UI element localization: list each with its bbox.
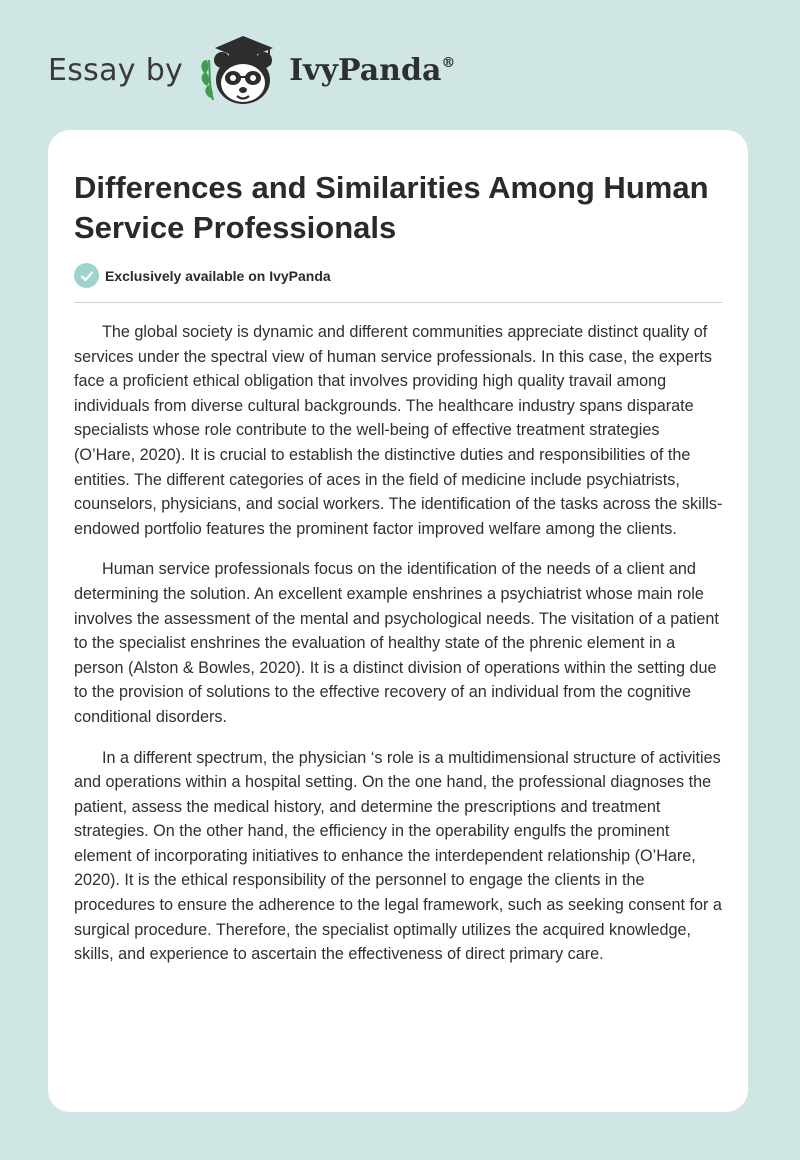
brand-name[interactable]: IvyPanda®	[289, 52, 456, 88]
essay-body	[74, 320, 724, 983]
paragraph: In a different spectrum, the physician ‘s role is a multidimensional structure of activities and operations within a hospital setting. On the one hand, the professional diagnoses the patient, assess the medical history, and determine the prescriptions and treatment strategies. On the other hand, the efficiency in the operability engulfs the prominent element of incorporating initiatives to enhance the interdependent relationship (O’Hare, 2020). It is the ethical responsibility of the personnel to engage the clients in the procedures to ensure the adherence to the legal framework, such as seeking consent for a surgical procedure. Therefore, the specialist optimally utilizes the acquired knowledge, skills, and experience to ascertain the effectiveness of direct primary care.	[74, 748, 722, 964]
divider	[74, 302, 722, 303]
essay-by-label: Essay by	[48, 52, 184, 88]
essay-title: Differences and Similarities Among Human Service Professionals	[74, 170, 709, 245]
paragraph: The global society is dynamic and different communities appreciate distinct quality of services under the spectral view of human service professionals. In this case, the experts face a proficient ethical obligation that involves providing high quality travail among individuals from diverse cultural backgrounds. The healthcare industry spans disparate specialists whose role contribute to the well-being of effective treatment strategies (O’Hare, 2020). It is crucial to establish the distinctive duties and responsibilities of the entities. The different categories of aces in the field of medicine include psychiatrists, counselors, physicians, and social workers. The identification of the tasks across the skills-endowed portfolio features the prominent factor improved welfare among the clients.	[74, 323, 723, 538]
check-circle-icon	[74, 263, 99, 288]
panda-graduate-icon	[197, 30, 283, 110]
registered-mark: ®	[441, 54, 456, 71]
paragraph: Human service professionals focus on the identification of the needs of a client and determining the solution. An excellent example enshrines a psychiatrist whose main role involves the assessment of the mental and psychological needs. The visitation of a patient to the specialist enshrines the evaluation of healthy state of the phrenic element in a person (Alston & Bowles, 2020). It is a distinct division of operations within the setting due to the provision of solutions to the effective recovery of an individual from the cognitive conditional disorders.	[74, 560, 719, 726]
essay-card	[48, 130, 748, 1112]
site-header	[48, 30, 455, 110]
badge-label: Exclusively available on IvyPanda	[105, 267, 331, 284]
exclusive-badge	[74, 263, 331, 288]
